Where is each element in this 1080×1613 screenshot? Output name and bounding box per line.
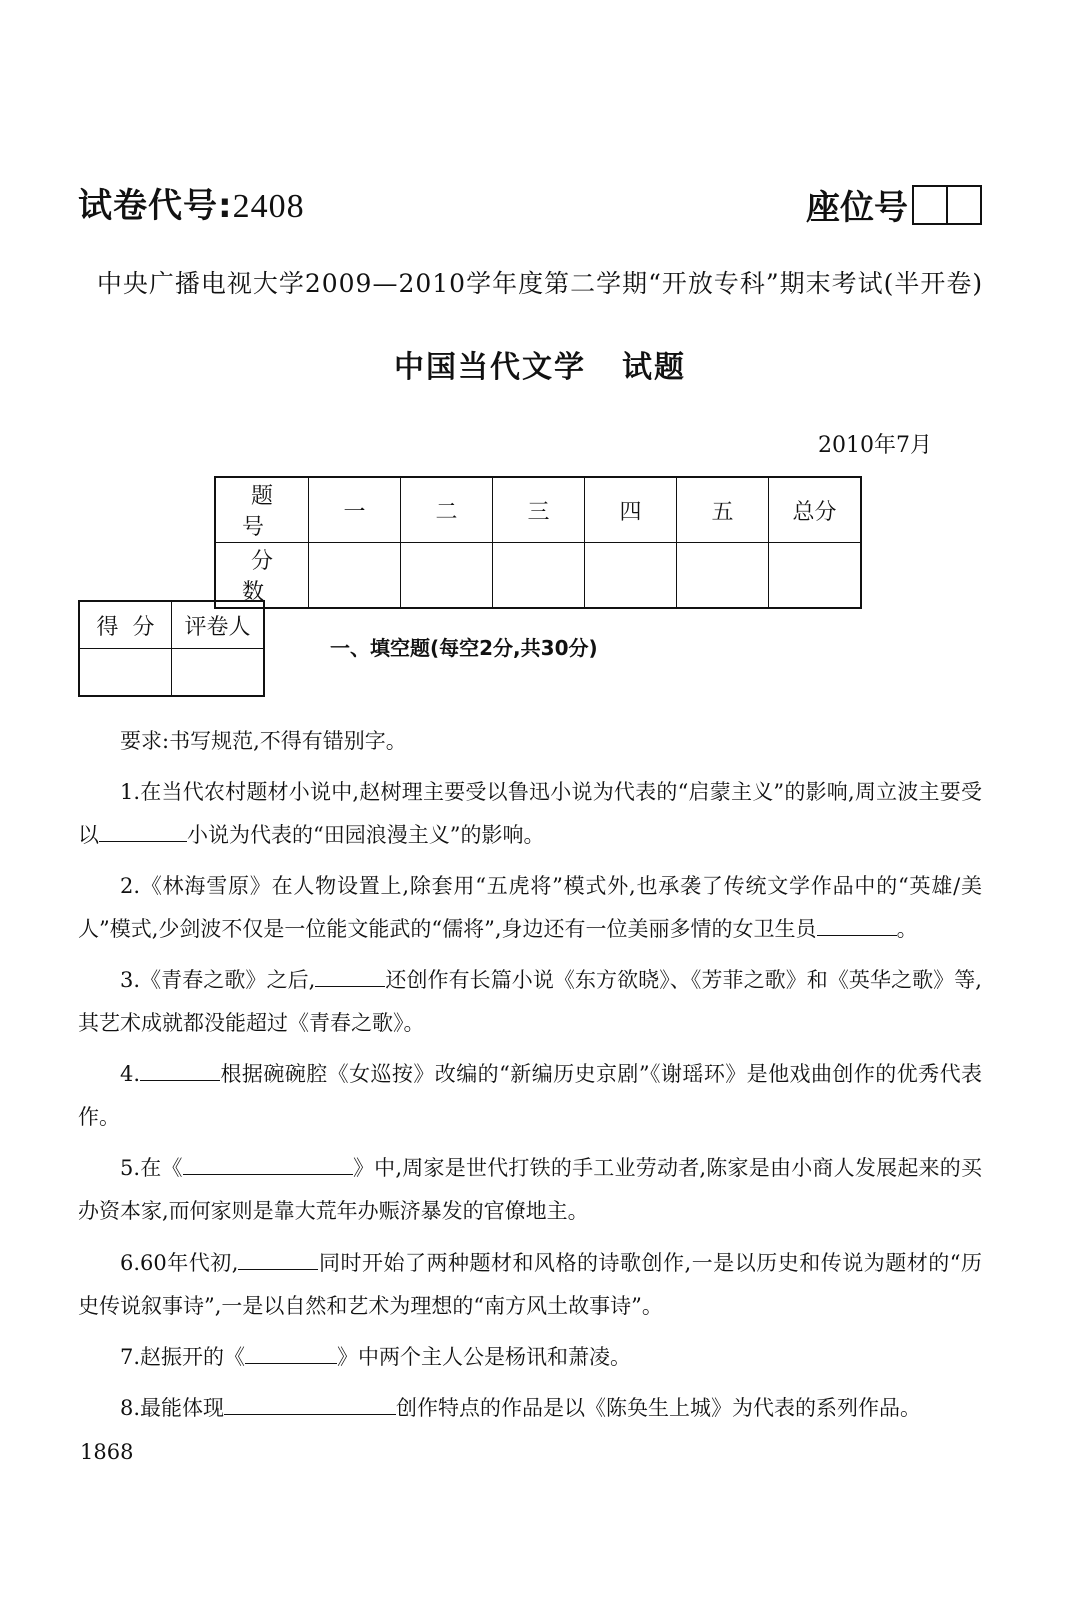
score-cell[interactable] — [401, 543, 493, 609]
section-heading: 一、填空题(每空2分,共30分) — [330, 636, 598, 660]
exam-title-subject: 中国当代文学 — [394, 350, 586, 385]
answer-blank[interactable] — [183, 1151, 353, 1175]
grader-table-header-row — [79, 601, 264, 649]
page-number: 1868 — [80, 1440, 134, 1464]
exam-subtitle: 中央广播电视大学2009—2010学年度第二学期“开放专科”期末考试(半开卷) — [96, 269, 984, 298]
question-1: 1.在当代农村题材小说中,赵树理主要受以鲁迅小说为代表的“启蒙主义”的影响,周立波主要受以 小说为代表的“田园浪漫主义”的影响。 — [78, 780, 982, 848]
seat-number-label: 座位号 — [806, 188, 908, 228]
score-table-score-row — [215, 543, 861, 609]
score-col-header: 一 — [309, 477, 401, 543]
score-table-header-row — [215, 477, 861, 543]
question-5: 5.在《 》中,周家是世代打铁的手工业劳动者,陈家是由小商人发展起来的买办资本家,而何家则是靠大荒年办赈济暴发的官僚地主。 — [78, 1147, 982, 1233]
question-7: 7.赵振开的《 》中两个主人公是杨讯和萧凌。 — [78, 1336, 982, 1379]
grader-table-value-row — [79, 649, 264, 697]
score-table — [214, 476, 862, 609]
question-4: 4. 根据碗碗腔《女巡按》改编的“新编历史京剧”《谢瑶环》是他戏曲创作的优秀代表作。 — [78, 1053, 982, 1139]
exam-code — [78, 178, 305, 227]
answer-blank[interactable] — [245, 1340, 337, 1364]
score-cell[interactable] — [677, 543, 769, 609]
grader-table — [78, 600, 265, 697]
question-list — [78, 720, 982, 1438]
answer-blank[interactable] — [315, 963, 385, 987]
score-table-row-head: 分数 — [215, 543, 309, 609]
exam-date: 2010年7月 — [818, 433, 932, 458]
answer-blank[interactable] — [224, 1391, 396, 1415]
score-cell[interactable] — [769, 543, 862, 609]
requirement-text: 要求:书写规范,不得有错别字。 — [120, 729, 407, 753]
score-cell[interactable] — [493, 543, 585, 609]
question-2: 2.《林海雪原》在人物设置上,除套用“五虎将”模式外,也承袭了传统文学作品中的“英雄/美人”模式,少剑波不仅是一位能文能武的“儒将”,身边还有一位美丽多情的女卫生员 。 — [78, 874, 982, 942]
score-col-header: 总分 — [769, 477, 862, 543]
score-table-row-head: 题号 — [215, 477, 309, 543]
score-col-header: 二 — [401, 477, 493, 543]
grader-name-cell[interactable] — [172, 649, 265, 697]
score-col-header: 三 — [493, 477, 585, 543]
grader-score-cell[interactable] — [79, 649, 172, 697]
seat-cell[interactable] — [914, 187, 946, 223]
answer-blank[interactable] — [817, 912, 897, 936]
seat-cell[interactable] — [946, 187, 980, 223]
score-cell[interactable] — [585, 543, 677, 609]
question-3: 3.《青春之歌》之后, 还创作有长篇小说《东方欲晓》、《芳菲之歌》和《英华之歌》等,其艺术成就都没能超过《青春之歌》。 — [78, 959, 982, 1045]
answer-blank[interactable] — [140, 1057, 220, 1081]
seat-number-box[interactable] — [912, 185, 982, 225]
exam-code-number: 2408 — [232, 188, 305, 225]
score-col-header: 五 — [677, 477, 769, 543]
exam-title — [0, 342, 1080, 386]
exam-code-label: 试卷代号: — [78, 186, 233, 226]
seat-number — [806, 180, 982, 229]
question-8: 8.最能体现 创作特点的作品是以《陈奂生上城》为代表的系列作品。 — [78, 1387, 982, 1430]
question-6: 6.60年代初, 同时开始了两种题材和风格的诗歌创作,一是以历史和传说为题材的“历史传说叙事诗”,一是以自然和艺术为理想的“南方风土故事诗”。 — [78, 1242, 982, 1328]
answer-blank[interactable] — [99, 818, 187, 842]
score-cell[interactable] — [309, 543, 401, 609]
answer-blank[interactable] — [238, 1245, 318, 1269]
score-col-header: 四 — [585, 477, 677, 543]
grader-name-header: 评卷人 — [172, 601, 265, 649]
grader-score-header: 得分 — [79, 601, 172, 649]
exam-title-suffix: 试题 — [622, 350, 686, 385]
